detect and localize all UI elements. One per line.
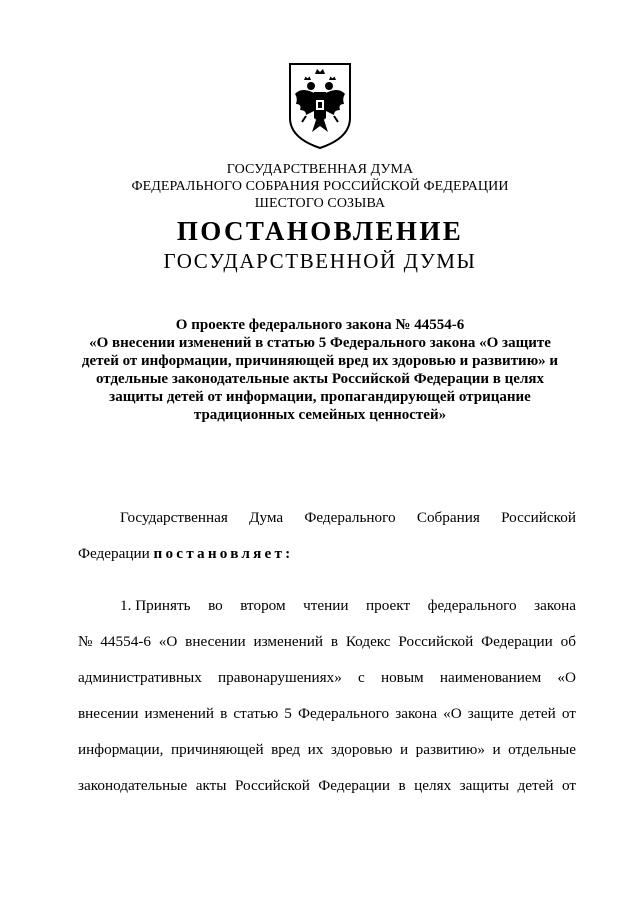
body-word: от [561,777,576,794]
document-header [0,161,640,212]
body-word: отдельные [508,741,576,758]
header-line-assembly: ФЕДЕРАЛЬНОГО СОБРАНИЯ РОССИЙСКОЙ ФЕДЕРАЦИИ [131,179,509,194]
body-word: Российской [234,777,310,794]
subject-line: защиты детей от информации, пропагандирующей отрицание [109,389,531,405]
subject-line: детей от информации, причиняющей вред их здоровью и развитию» и [81,353,559,369]
operative-word: постановляет: [153,545,294,562]
subject-line: «О внесении изменений в статью 5 Федерального закона «О защите [89,335,551,351]
body-word: детей [517,777,554,794]
body-word: акты [195,777,227,794]
body-word: внесении [185,633,246,650]
body-word: детей [519,705,556,722]
body-word: во [208,597,223,614]
body-word: 1. Принять [120,597,191,614]
body-word: изменений [253,633,323,650]
subject-line: традиционных семейных ценностей» [193,407,447,423]
state-emblem-icon [286,60,354,150]
body-word: Кодекс [345,633,391,650]
body-word: Федерации [318,777,391,794]
body-word: об [560,633,576,650]
body-word: развитию» [415,741,485,758]
body-word: Российской [501,509,576,526]
body-word: причиняющей [170,741,264,758]
body-word: в [398,777,406,794]
body-word: информации, [78,741,164,758]
body-word: федерального [427,597,517,614]
body-word: и [492,741,501,758]
body-word: изменений [144,705,215,722]
body-word: Российской [398,633,474,650]
body-word: Собрания [416,509,480,526]
body-word: наименованием [439,669,542,686]
body-word: вред [271,741,301,758]
body-line [78,544,576,564]
body-line [78,508,576,528]
body-word: внесении [78,705,139,722]
body-word: Государственная [120,509,228,526]
body-word: «О [158,633,178,650]
body-word: № [78,633,93,650]
body-word: Федерации [481,633,553,650]
body-word: 5 [284,705,292,722]
body-word: с [358,669,365,686]
body-line [78,632,576,652]
body-word: Федерального [297,705,390,722]
body-word: 44554-6 [100,633,151,650]
body-word: административных [78,669,202,686]
body-line [78,776,576,796]
header-line-duma: ГОСУДАРСТВЕННАЯ ДУМА [226,162,414,177]
body-word: статью [233,705,279,722]
body-line [78,596,576,616]
body-line [78,704,576,724]
body-word: от [561,705,576,722]
body-word: целях [414,777,452,794]
header-line-convocation: ШЕСТОГО СОЗЫВА [254,196,386,211]
subject-line: О проекте федерального закона № 44554-6 [175,317,465,333]
body-word: их [307,741,324,758]
body-word: втором [240,597,286,614]
document-title: ПОСТАНОВЛЕНИЕ [176,216,464,246]
body-word: проект [366,597,411,614]
document-subtitle: ГОСУДАРСТВЕННОЙ ДУМЫ [163,249,477,273]
body-word: защиты [459,777,510,794]
body-word: в [220,705,228,722]
body-word: законодательные [78,777,188,794]
body-word: здоровью [330,741,393,758]
body-word: Дума [249,509,284,526]
body-line [78,668,576,688]
body-word: в [330,633,338,650]
body-word: защите [467,705,514,722]
body-word: новым [380,669,424,686]
body-word: «О [557,669,576,686]
body-word: чтении [303,597,349,614]
subject-line: отдельные законодательные акты Российской Федерации в целях [96,371,544,387]
body-line [78,740,576,760]
body-word: правонарушениях» [218,669,342,686]
body-word: закона [395,705,438,722]
resolution-subject [60,316,580,424]
body-word: закона [534,597,576,614]
body-word: и [400,741,409,758]
body-word: «О [443,705,462,722]
body-text-fragment: Федерации [78,545,150,562]
body-word: Федерального [304,509,396,526]
